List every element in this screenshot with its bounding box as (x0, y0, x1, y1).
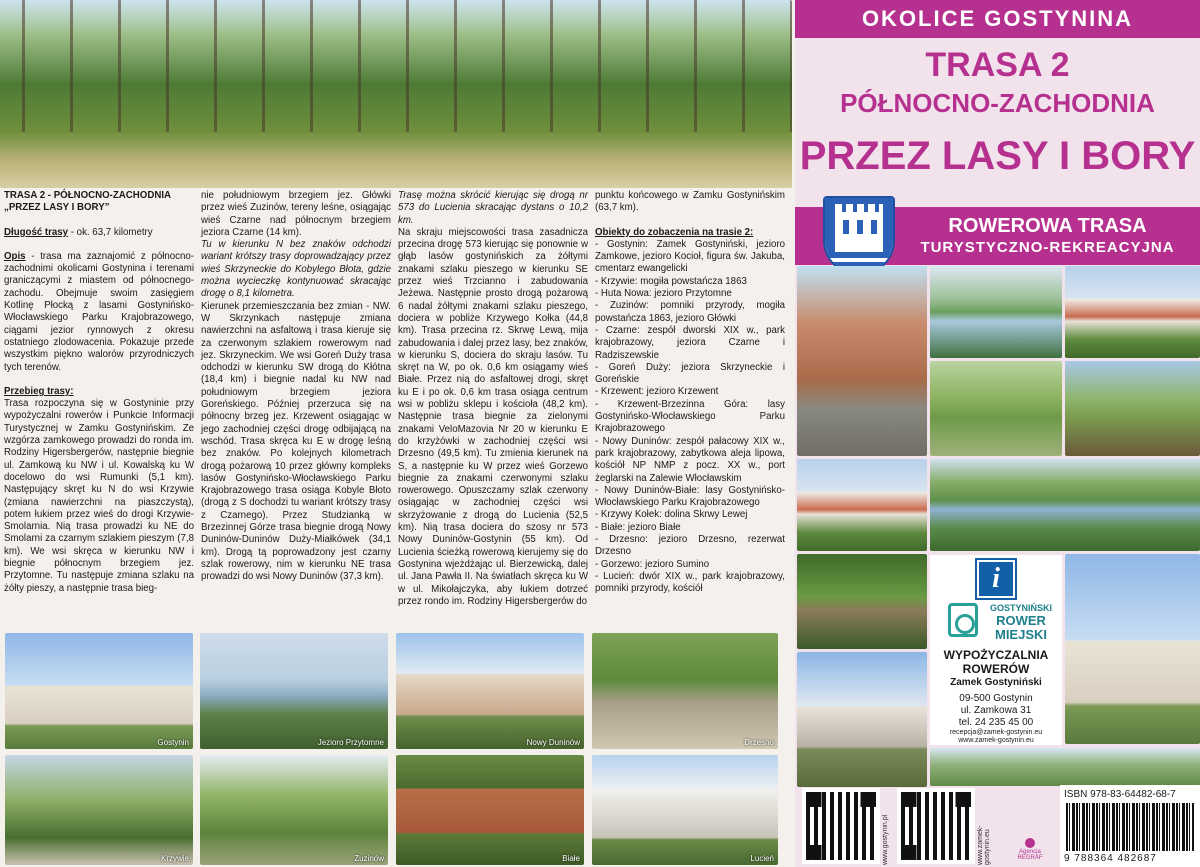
objects-list (595, 239, 785, 596)
col2-text-2: Kierunek przemieszczania bez zmian - NW. W Skrzynkach następuje zmiana nawierzchni na asfaltową i trasa kieruje się za czerwonym szlakiem rowerowym nad jez. Skrzyneckim. We wsi Goreń Duży trasa odchodzi w kierunku SW drogą do Kłótna (18,4 km) i biegnie nadal ku NW nad południowym brzegiem jeziora Goreńskiego. Później przerzuca się na północny brzeg jez. Krzewent osiągając w jego zachodniej części drogę odbijającą na wschód. Trasa skręca ku E w drogę leśną bez znaków. Po kolejnych kilometrach drogą pożarową 10 przez główny kompleks lasów Gostynińsko-Włocławskiego Parku Krajobrazowego trasa osiąga Kobyle Błoto (drogą z S dochodzi tu wariant krótszy trasy z Czarnego). Przez Studzianką w Brzezinnej Górze trasa biegnie drogą Nowy Duninów-Duninów Duży-Miałkówek (34,1 km). Drogą tą poprowadzony jest czarny szlak rowerowy, nim w kierunku NE trasa prowadzi do wsi Nowy Duninów (37,3 km). (201, 300, 391, 583)
object-item: - Białe: jezioro Białe (595, 521, 681, 533)
object-item: - Nowy Duninów-Białe: lasy Gostynińsko-Włocławskiego Parku Krajobrazowego (595, 484, 785, 509)
city-bike-logo-icon (948, 603, 978, 637)
rental-web: www.zamek-gostynin.eu (958, 737, 1034, 744)
barcode-icon (1066, 803, 1194, 851)
caption-lucien: Lucień (750, 854, 774, 863)
cover-photo-river (930, 459, 1200, 551)
object-item: - Gorzewo: jezioro Sumino (595, 558, 710, 570)
rental-email: recepcja@zamek-gostynin.eu (949, 729, 1043, 736)
col4-text-1: punktu końcowego w Zamku Gostynińskim (63,7 km). (595, 190, 785, 214)
col2-italic-variant: Tu w kierunku N bez znaków odchodzi wariant krótszy trasy doprowadzający przez wieś Skrzyneckie do Kobylego Błota, gdzie można wycieczkę kontynuować skracając drogę o 8,1 kilometra. (201, 239, 391, 300)
col3-italic-shortcut: Trasę można skrócić kierując się drogą nr 573 do Lucienia skracając dystans o 10,2 km. (398, 190, 588, 226)
cover-region-title: OKOLICE GOSTYNINA (861, 6, 1134, 31)
photo-lucien (592, 755, 778, 865)
object-item: - Krzewent: jezioro Krzewent (595, 386, 719, 398)
col3-text-1: Na skraju miejscowości trasa zasadnicza przecina drogę 573 kierując się ponownie w głąb lasów gostynińskich za żółtymi znakami szlaku pieszego w kierunku SE przez wieś Trzcianno i zabudowania Jeżewa. Następnie prosto drogą pożarową 6 nadal żółtymi znakami szlaku pieszego, dociera w pobliże Krzywego Kołka (44,8 km). Trasa przecina rz. Skrwę Lewą, mija zabudowania i dalej przez lasy, bez znaków, w kierunku S, dociera do skraju lasów. Tu skręt na W, po ok. 0,6 km osiągamy wieś Białe. Przez nią do asfaltowej drogi, skręt ku E i po ok. 0,6 km trasa osiąga centrum wsi w pobliżu sklepu i kościoła (48,2 km). Następnie trasa biegnie za zielonymi znakami VeloMazovia Nr 20 w kierunku E do krzyżówki w zachodniej części wsi Drzesno (49,5 km). Tu zmienia kierunek na S, a następnie ku W przez wieś Gorzewo biegnie za znakami czerwonymi szlaku rowerowego. Opuszczamy szlak czerwony osiągając w zachodniej części wsi skrzyżowanie z drogą do Lucienia (52,5 km). Nią trasa dociera do szosy nr 573 Nowy Duninów-Gostynin (55 km). Od Lucienia ścieżką rowerową kierujemy się do Gostynina wjeżdżając ul. Bierzewicką, dalej ul. Jana Pawła II. Na światłach skręca ku W w ul. Mikołajczyka, aby łukiem dotrzeć przez rondo im. Rodziny Higersbergerów do (398, 226, 588, 607)
text-column-3 (398, 190, 588, 608)
logo-line-2: ROWER (996, 613, 1046, 628)
route-subheading: „PRZEZ LASY I BORY” (4, 202, 110, 214)
object-item: - Krzewent-Brzezinna Góra: lasy Gostynińsko-Włocławskiego Parku Krajobrazowego (595, 398, 785, 435)
isbn-label: ISBN 978-83-64482-68-7 (1064, 789, 1176, 800)
qr-code-gostynin[interactable] (802, 788, 880, 864)
tourist-info-icon: i (977, 560, 1015, 598)
isbn-digits: 9 788364 482687 (1064, 853, 1157, 864)
cover-band-line1: ROWEROWA TRASA (948, 215, 1147, 237)
object-item: - Huta Nowa: jezioro Przytomne (595, 288, 732, 300)
text-column-4 (595, 190, 785, 596)
object-item: - Zuzinów: pomniki przyrody, mogiła powstańcza 1863, jezioro Główki (595, 300, 785, 324)
object-item: - Goreń Duży: jeziora Skrzyneckie i Goreńskie (595, 361, 785, 386)
rental-title-1: WYPOŻYCZALNIA (943, 648, 1049, 662)
qr1-url: www.gostynin.pl (882, 814, 889, 865)
cover-direction: PÓŁNOCNO-ZACHODNIA (840, 88, 1155, 118)
photo-duninow (396, 633, 584, 749)
gostynin-coat-of-arms-icon (823, 196, 895, 276)
text-column-2 (201, 190, 391, 584)
photo-krzywie (5, 755, 193, 865)
object-item: - Nowy Duninów: zespół pałacowy XIX w., park krajobrazowy, zabytkowa aleja lipowa, kościół NP NMP z pocz. XX w., port żeglarski na Zalewie Włocławskim (595, 435, 785, 484)
object-item: - Krzywy Kołek: dolina Skrwy Lewej (595, 509, 748, 521)
cover-photo-lake (930, 266, 1062, 358)
printer-logo-icon (1025, 838, 1035, 848)
logo-line-3: MIEJSKI (994, 627, 1047, 642)
photo-gostynin (5, 633, 193, 749)
caption-przytomne: Jezioro Przytomne (317, 738, 384, 747)
cover-photo-church-tower (1065, 266, 1200, 358)
route-course-label: Przebieg trasy: (4, 385, 74, 397)
photo-zuzinow (200, 755, 388, 865)
cover-photo-horse (1065, 361, 1200, 456)
route-heading: TRASA 2 - PÓŁNOCNO-ZACHODNIA (4, 190, 172, 201)
cover-photo-bike-gate (797, 652, 927, 787)
qr2-url: www.zamek-gostynin.eu (977, 825, 991, 865)
photo-przytomne (200, 633, 388, 749)
caption-drzesno: Drzesno (744, 738, 774, 747)
forest-panorama-photo (0, 0, 792, 188)
col2-text-1: nie południowym brzegiem jez. Główki przez wieś Zuzinów, tereny leśne, osiągając wieś Czarne nad północnym brzegiem jeziora Czarne (14 km). (201, 190, 391, 238)
cover-trasa: TRASA 2 (925, 46, 1070, 84)
isbn-block (1060, 785, 1200, 867)
rental-phone: tel. 24 235 45 00 (958, 717, 1034, 728)
cover-photo-church (1065, 554, 1200, 744)
caption-biale: Białe (562, 854, 580, 863)
rental-address-1: 09-500 Gostynin (959, 693, 1033, 704)
printer-logo: Agencja REGRAF (1010, 838, 1050, 861)
qr-code-zamek[interactable] (897, 788, 975, 864)
rental-address-2: ul. Zamkowa 31 (960, 705, 1032, 716)
object-item: - Krzywie: mogiła powstańcza 1863 (595, 275, 747, 287)
logo-line-1: GOSTYNIŃSKI (989, 603, 1052, 613)
cover-photo-boats (930, 361, 1062, 456)
photo-drzesno (592, 633, 778, 749)
object-item: - Drzesno: jezioro Drzesno, rezerwat Drzesno (595, 534, 785, 558)
cover-photo-manor (797, 459, 927, 551)
caption-zuzinow: Zuzinów (354, 854, 384, 863)
text-column-1 (4, 190, 194, 595)
route-length: Długość trasy - ok. 63,7 kilometry (4, 226, 153, 238)
caption-gostynin: Gostynin (157, 738, 189, 747)
object-item: - Gostynin: Zamek Gostyniński, jezioro Zamkowe, jezioro Kocioł, figura św. Jakuba, cmentarz ewangelicki (595, 238, 785, 275)
objects-label: Obiekty do zobaczenia na trasie 2: (595, 226, 754, 238)
cover-photo-castle-gate (797, 266, 927, 456)
cover-top-band (795, 0, 1200, 38)
cover-route-name: PRZEZ LASY I BORY (799, 134, 1196, 178)
route-description: Opis - trasa ma zaznajomić z północno-zachodnimi okolicami Gostynina i terenami graniczącymi z miastem od północnego-zachodu. Obejmuje swoim zasięgiem Kotlinę Płocką z lasami Gostynińsko-Włocławskiego Parku Krajobrazowego, ciągami jezior rynnowych z okresu ostatniego zlodowacenia. Pokazuje przede wszystkim piękno walorów przyrodniczych tych terenów. (4, 250, 194, 373)
cover-band-line2: TURYSTYCZNO-REKREACYJNA (920, 239, 1175, 256)
rental-place: Zamek Gostyniński (950, 677, 1042, 688)
caption-krzywie: Krzywie (160, 854, 189, 863)
caption-duninow: Nowy Duninów (526, 738, 580, 747)
cover-photo-meadow (930, 748, 1200, 786)
object-item: - Lucień: dwór XIX w., park krajobrazowy, pomniki przyrody, kościół (595, 570, 785, 595)
cover-photo-ducks (797, 554, 927, 649)
rental-title-2: ROWERÓW (962, 662, 1030, 676)
photo-biale (396, 755, 584, 865)
route-course-text: Trasa rozpoczyna się w Gostyninie przy wypożyczalni rowerów i Punkcie Informacji Turystycznej w Zamku Gostynińskim. Ze wzgórza zamkowego prowadzi do ronda im. Rodziny Higersbergerów, następnie biegnie ul. Zamkową ku NW i ul. Kowalską ku W docelowo do wsi Rumunki (5,1 km). Następujący skręt ku N do wsi Krzywie (zmiana nawierzchni na piaszczystą), potem łukiem przez wieś do drogi Krzywie-Smolarnia. Nią trasa prowadzi ku NE do Smolarni za czarnym szlakiem pieszym (7,8 km). We wsi skręca w kierunku NW i biegnie północnym brzegiem jez. Przytomne. Tu następuje zmiana szlaku na żółty pieszy, a następnie trasa bieg- (4, 398, 194, 594)
object-item: - Czarne: zespół dworski XIX w., park krajobrazowy, jeziora Czarne i Radziszewskie (595, 324, 785, 361)
